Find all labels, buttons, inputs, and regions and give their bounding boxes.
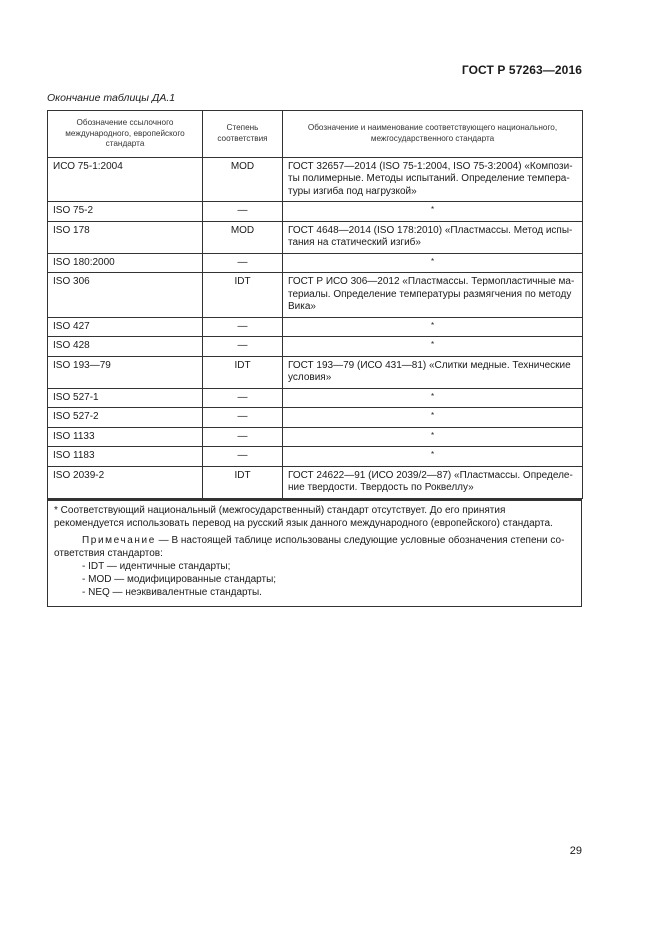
cell-reference-standard: ISO 2039-2 [48, 466, 203, 498]
table-caption: Окончание таблицы ДА.1 [47, 92, 176, 104]
column-header-degree: Степень соответствия [203, 111, 283, 158]
table-row [48, 466, 583, 498]
table-row [48, 273, 583, 318]
footnote: * Соответствующий национальный (межгосударственный) стандарт отсутствует. До его принятия рекомендуется использовать перевод на русский язык данного международного (европейского) стандарта. [54, 504, 553, 529]
cell-degree: — [203, 317, 283, 337]
standards-table-container [47, 110, 582, 607]
table-footer [47, 499, 582, 607]
cell-degree: MOD [203, 157, 283, 202]
cell-reference-standard: ISO 180:2000 [48, 253, 203, 273]
cell-national-standard: ГОСТ 24622—91 (ИСО 2039/2—87) «Пластмассы. Определение твердости. Твердость по Роквеллу» [283, 466, 583, 498]
cell-reference-standard: ISO 527-2 [48, 408, 203, 428]
cell-national-standard: * [283, 408, 583, 428]
table-row [48, 427, 583, 447]
cell-degree: — [203, 253, 283, 273]
cell-national-standard: * [283, 427, 583, 447]
note-item: - NEQ — неэквивалентные стандарты. [82, 586, 262, 598]
cell-reference-standard: ISO 178 [48, 221, 203, 253]
table-row [48, 337, 583, 357]
cell-degree: IDT [203, 466, 283, 498]
cell-reference-standard: ISO 306 [48, 273, 203, 318]
table-row [48, 447, 583, 467]
document-id-header: ГОСТ Р 57263—2016 [461, 63, 582, 77]
cell-degree: IDT [203, 273, 283, 318]
table-header-row [48, 111, 583, 158]
column-header-reference: Обозначение ссылочного международного, европейского стандарта [48, 111, 203, 158]
table-row [48, 388, 583, 408]
table-row [48, 408, 583, 428]
note-item: - MOD — модифицированные стандарты; [82, 573, 277, 585]
cell-national-standard: * [283, 388, 583, 408]
cell-degree: MOD [203, 221, 283, 253]
cell-national-standard: ГОСТ 193—79 (ИСО 431—81) «Слитки медные. Технические условия» [283, 356, 583, 388]
cell-degree: — [203, 202, 283, 222]
cell-national-standard: * [283, 447, 583, 467]
cell-degree: — [203, 427, 283, 447]
cell-national-standard: ГОСТ 32657—2014 (ISO 75-1:2004, ISO 75-3:2004) «Композиты полимерные. Методы испытаний. Определение температуры изгиба под нагрузкой» [283, 157, 583, 202]
cell-national-standard: ГОСТ 4648—2014 (ISO 178:2010) «Пластмассы. Метод испытания на статический изгиб» [283, 221, 583, 253]
table-row [48, 221, 583, 253]
note-text: — В настоящей таблице использованы следующие условные обозначения степени соответствия стандартов: [54, 534, 565, 559]
table-row [48, 253, 583, 273]
table-row [48, 317, 583, 337]
cell-national-standard: * [283, 202, 583, 222]
cell-reference-standard: ISO 527-1 [48, 388, 203, 408]
cell-reference-standard: ИСО 75-1:2004 [48, 157, 203, 202]
table-row [48, 202, 583, 222]
column-header-national: Обозначение и наименование соответствующего национального, межгосударственного стандарта [283, 111, 583, 158]
cell-degree: — [203, 408, 283, 428]
cell-reference-standard: ISO 193—79 [48, 356, 203, 388]
page-number: 29 [569, 845, 582, 857]
cell-national-standard: * [283, 253, 583, 273]
cell-reference-standard: ISO 428 [48, 337, 203, 357]
table-row [48, 157, 583, 202]
note-item: - IDT — идентичные стандарты; [82, 560, 231, 572]
cell-national-standard: ГОСТ Р ИСО 306—2012 «Пластмассы. Термопластичные материалы. Определение температуры размягчения по методу Вика» [283, 273, 583, 318]
cell-degree: — [203, 447, 283, 467]
note-paragraph [54, 534, 575, 560]
cell-degree: — [203, 388, 283, 408]
note-label: Примечание [82, 534, 156, 546]
cell-reference-standard: ISO 1133 [48, 427, 203, 447]
cell-degree: — [203, 337, 283, 357]
cell-reference-standard: ISO 427 [48, 317, 203, 337]
table-row [48, 356, 583, 388]
table-body [48, 157, 583, 498]
cell-reference-standard: ISO 75-2 [48, 202, 203, 222]
note-list [54, 560, 575, 599]
cell-national-standard: * [283, 337, 583, 357]
cell-national-standard: * [283, 317, 583, 337]
cell-degree: IDT [203, 356, 283, 388]
standards-table [47, 110, 583, 499]
cell-reference-standard: ISO 1183 [48, 447, 203, 467]
